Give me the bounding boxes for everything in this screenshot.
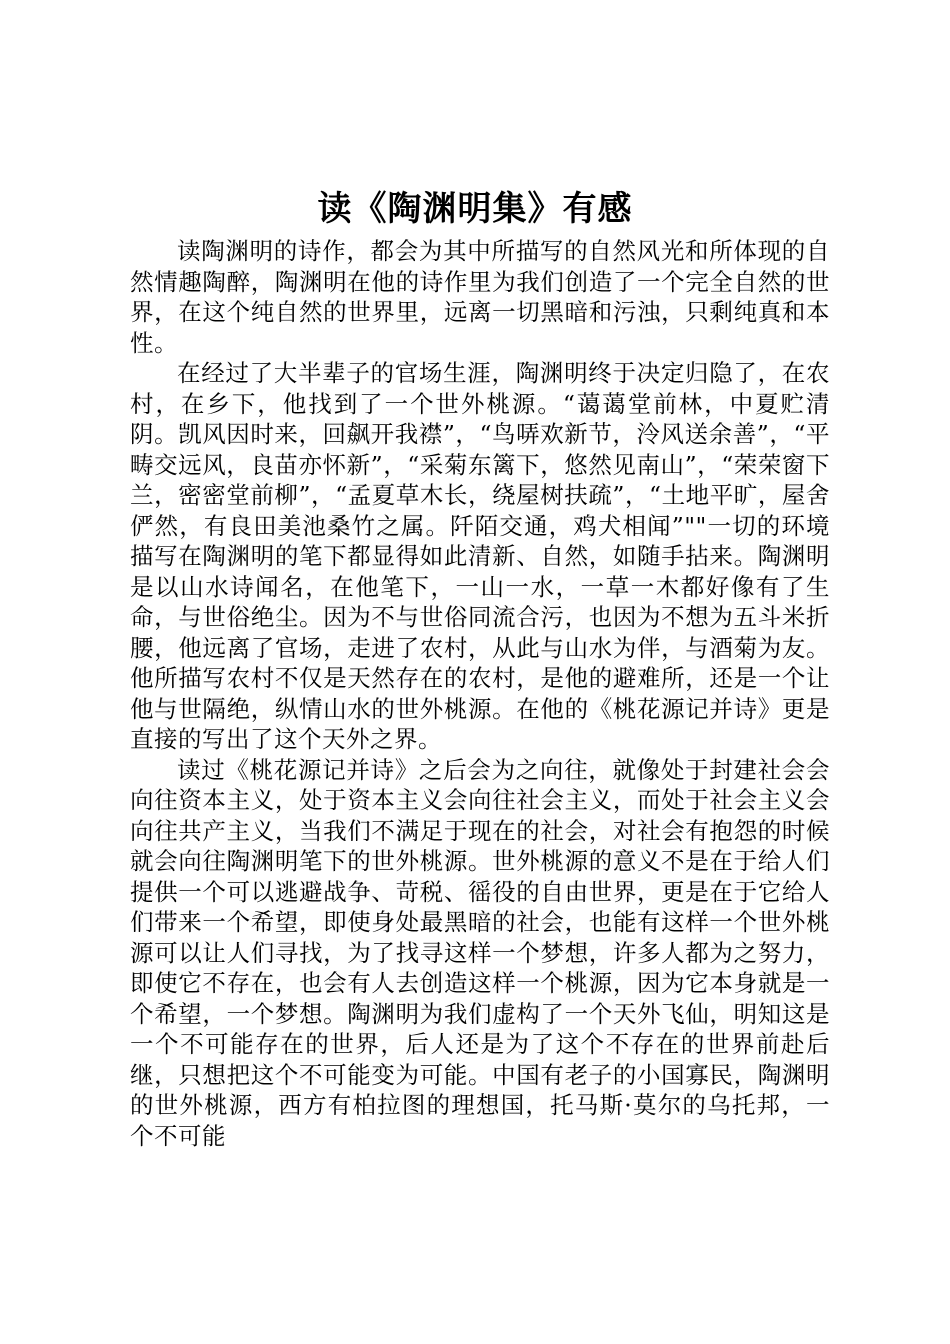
document-body [130,236,830,1151]
paragraph-2: 在经过了大半辈子的官场生涯，陶渊明终于决定归隐了，在农村，在乡下，他找到了一个世外桃源。“蔼蔼堂前林，中夏贮清阴。凯风因时来，回飙开我襟”，“鸟哢欢新节，泠风送余善”，“平畴交远风，良苗亦怀新”，“采菊东篱下，悠然见南山”，“荣荣窗下兰，密密堂前柳”，“孟夏草木长，绕屋树扶疏”，“土地平旷，屋舍俨然，有良田美池桑竹之属。阡陌交通，鸡犬相闻”""一切的环境描写在陶渊明的笔下都显得如此清新、自然，如随手拈来。陶渊明是以山水诗闻名，在他笔下，一山一水，一草一木都好像有了生命，与世俗绝尘。因为不与世俗同流合污，也因为不想为五斗米折腰，他远离了官场，走进了农村，从此与山水为伴，与酒菊为友。他所描写农村不仅是天然存在的农村，是他的避难所，还是一个让他与世隔绝，纵情山水的世外桃源。在他的《桃花源记并诗》更是直接的写出了这个天外之界。 [130,359,830,753]
paragraph-1: 读陶渊明的诗作，都会为其中所描写的自然风光和所体现的自然情趣陶醉，陶渊明在他的诗作里为我们创造了一个完全自然的世界，在这个纯自然的世界里，远离一切黑暗和污浊，只剩纯真和本性。 [130,237,830,357]
paragraph-3: 读过《桃花源记并诗》之后会为之向往，就像处于封建社会会向往资本主义，处于资本主义会向往社会主义，而处于社会主义会向往共产主义，当我们不满足于现在的社会，对社会有抱怨的时候就会向往陶渊明笔下的世外桃源。世外桃源的意义不是在于给人们提供一个可以逃避战争、苛税、徭役的自由世界，更是在于它给人们带来一个希望，即使身处最黑暗的社会，也能有这样一个世外桃源可以让人们寻找，为了找寻这样一个梦想，许多人都为之努力，即使它不存在，也会有人去创造这样一个桃源，因为它本身就是一个希望，一个梦想。陶渊明为我们虚构了一个天外飞仙，明知这是一个不可能存在的世界，后人还是为了这个不存在的世界前赴后继，只想把这个不可能变为可能。中国有老子的小国寡民，陶渊明的世外桃源，西方有柏拉图的理想国，托马斯·莫尔的乌托邦，一个不可能 [130,755,830,1150]
document-title: 读《陶渊明集》有感 [317,189,633,229]
